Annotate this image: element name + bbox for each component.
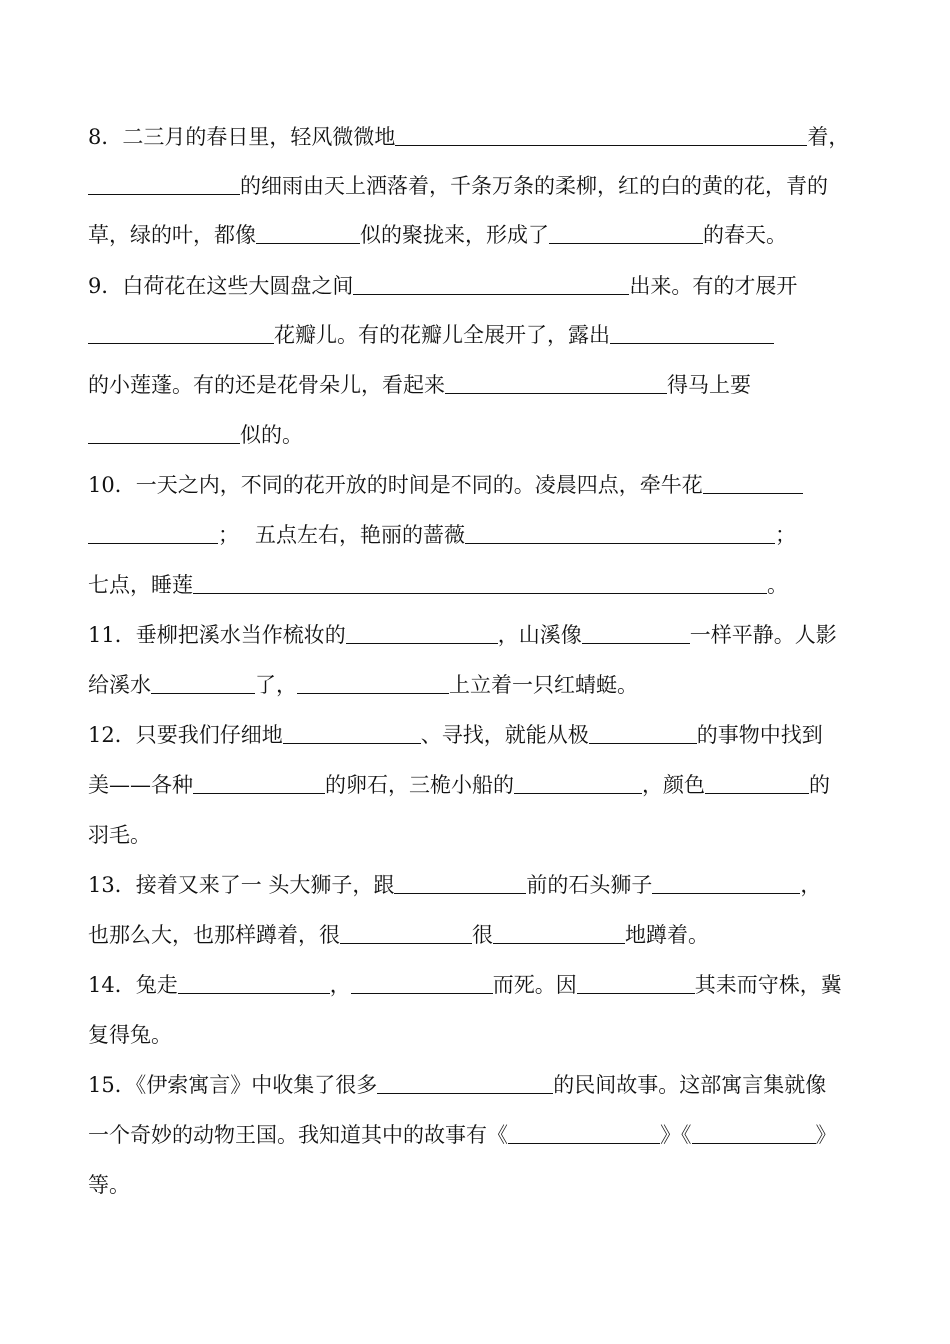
answer-blank[interactable]: [88, 421, 240, 444]
q11-text: 一样平静。人影: [689, 623, 837, 647]
answer-blank[interactable]: [508, 1121, 660, 1144]
q13-text: 13．接着又来了一 头大狮子，跟: [88, 873, 395, 897]
q10-text: ；: [218, 523, 239, 547]
q13-text: 也那么大，也那样蹲着，很: [88, 923, 340, 947]
q11-text: ，山溪像: [497, 623, 582, 647]
q9-text: 的小莲蓬。有的还是花骨朵儿，看起来: [88, 373, 445, 397]
q12-text: 的事物中找到: [696, 723, 823, 747]
q11-text: 给溪水: [88, 673, 151, 697]
q10-text: 10．一天之内，不同的花开放的时间是不同的。凌晨四点，牵牛花: [88, 473, 703, 497]
q9-text: 出来。有的才展开: [629, 274, 798, 298]
q12-line-3: [88, 820, 151, 850]
q11-text: 11．垂柳把溪水当作梳妆的: [88, 623, 346, 647]
q13-text: 很: [472, 923, 493, 947]
answer-blank[interactable]: [88, 172, 240, 195]
answer-blank[interactable]: [703, 471, 803, 494]
answer-blank[interactable]: [193, 571, 767, 594]
q13-text: 地蹲着。: [625, 923, 709, 947]
q8-text: 8．二三月的春日里，轻风微微地: [88, 125, 396, 149]
q9-line-1: [88, 271, 797, 301]
answer-blank[interactable]: [705, 771, 809, 794]
q11-line-1: [88, 620, 837, 650]
q14-text: 而死。因: [492, 973, 577, 997]
q10-text: 五点左右，艳丽的蔷薇: [255, 523, 465, 547]
q8-text: 似的聚拢来，形成了: [360, 223, 549, 247]
q10-text: ；: [775, 523, 796, 547]
answer-blank[interactable]: [589, 721, 697, 744]
answer-blank[interactable]: [394, 871, 526, 894]
answer-blank[interactable]: [283, 721, 421, 744]
q13-line-1: [88, 870, 821, 900]
answer-blank[interactable]: [297, 671, 449, 694]
q11-text: 了，: [255, 673, 297, 697]
q12-text: ，颜色: [642, 773, 705, 797]
q9-text: 花瓣儿。有的花瓣儿全展开了，露出: [274, 323, 610, 347]
q13-text: 前的石头狮子: [526, 873, 653, 897]
q15-text: 等。: [88, 1173, 130, 1197]
q9-line-3: [88, 370, 751, 400]
answer-blank[interactable]: [351, 971, 493, 994]
q12-text: 美——各种: [88, 773, 193, 797]
answer-blank[interactable]: [445, 371, 667, 394]
q15-text: 一个奇妙的动物王国。我知道其中的故事有《: [88, 1123, 508, 1147]
q9-line-2: [88, 320, 774, 350]
q12-text: 的: [809, 773, 830, 797]
answer-blank[interactable]: [514, 771, 642, 794]
answer-blank[interactable]: [493, 921, 625, 944]
q14-text: 其耒而守株，冀: [694, 973, 842, 997]
answer-blank[interactable]: [88, 321, 274, 344]
answer-blank[interactable]: [610, 321, 774, 344]
q12-text: 羽毛。: [88, 823, 151, 847]
q13-text: ，: [800, 873, 822, 897]
q10-line-3: [88, 570, 788, 600]
q15-line-3: [88, 1170, 130, 1200]
answer-blank[interactable]: [377, 1071, 553, 1094]
q10-text: 。: [767, 573, 788, 597]
q15-text: 》《: [660, 1123, 692, 1147]
answer-blank[interactable]: [692, 1121, 816, 1144]
answer-blank[interactable]: [88, 521, 218, 544]
q11-text: 上立着一只红蜻蜓。: [449, 673, 638, 697]
q14-text: 复得兔。: [88, 1023, 172, 1047]
q9-line-4: [88, 420, 303, 450]
answer-blank[interactable]: [465, 521, 775, 544]
q14-line-2: [88, 1020, 172, 1050]
q9-text: 9．白荷花在这些大圆盘之间: [88, 274, 354, 298]
answer-blank[interactable]: [395, 123, 807, 146]
q14-text: 14．兔走: [88, 973, 178, 997]
answer-blank[interactable]: [178, 971, 330, 994]
answer-blank[interactable]: [549, 221, 703, 244]
q9-text: 得马上要: [667, 373, 751, 397]
q15-text: 15．《伊索寓言》中收集了很多: [88, 1073, 378, 1097]
q15-text: 的民间故事。这部寓言集就像: [553, 1073, 827, 1097]
q12-text: 的卵石，三桅小船的: [325, 773, 514, 797]
q14-line-1: [88, 970, 842, 1000]
answer-blank[interactable]: [151, 671, 255, 694]
q8-line-2: [88, 171, 828, 201]
q12-line-2: [88, 770, 830, 800]
answer-blank[interactable]: [353, 272, 629, 295]
q10-line-1: [88, 470, 803, 500]
answer-blank[interactable]: [577, 971, 695, 994]
answer-blank[interactable]: [346, 621, 498, 644]
q15-line-2: [88, 1120, 837, 1150]
q14-text: ，: [329, 973, 351, 997]
q10-line-2: [88, 520, 796, 550]
q8-text: 的细雨由天上洒落着，千条万条的柔柳，红的白的黄的花，青的: [240, 174, 828, 198]
q8-line-1: [88, 122, 849, 152]
answer-blank[interactable]: [193, 771, 325, 794]
q9-text: 似的。: [240, 423, 303, 447]
q10-text: 七点，睡莲: [88, 573, 193, 597]
q8-text: 的春天。: [703, 223, 787, 247]
answer-blank[interactable]: [652, 871, 800, 894]
q15-line-1: [88, 1070, 826, 1100]
q12-text: 12．只要我们仔细地: [88, 723, 283, 747]
answer-blank[interactable]: [582, 621, 690, 644]
q8-text: 着，: [807, 125, 850, 149]
q8-line-3: [88, 220, 787, 250]
q15-text: 》: [815, 1123, 837, 1147]
q12-text: 、寻找，就能从极: [420, 723, 589, 747]
answer-blank[interactable]: [256, 221, 360, 244]
q13-line-2: [88, 920, 709, 950]
q12-line-1: [88, 720, 823, 750]
answer-blank[interactable]: [340, 921, 472, 944]
q11-line-2: [88, 670, 638, 700]
q8-text: 草，绿的叶，都像: [88, 223, 256, 247]
